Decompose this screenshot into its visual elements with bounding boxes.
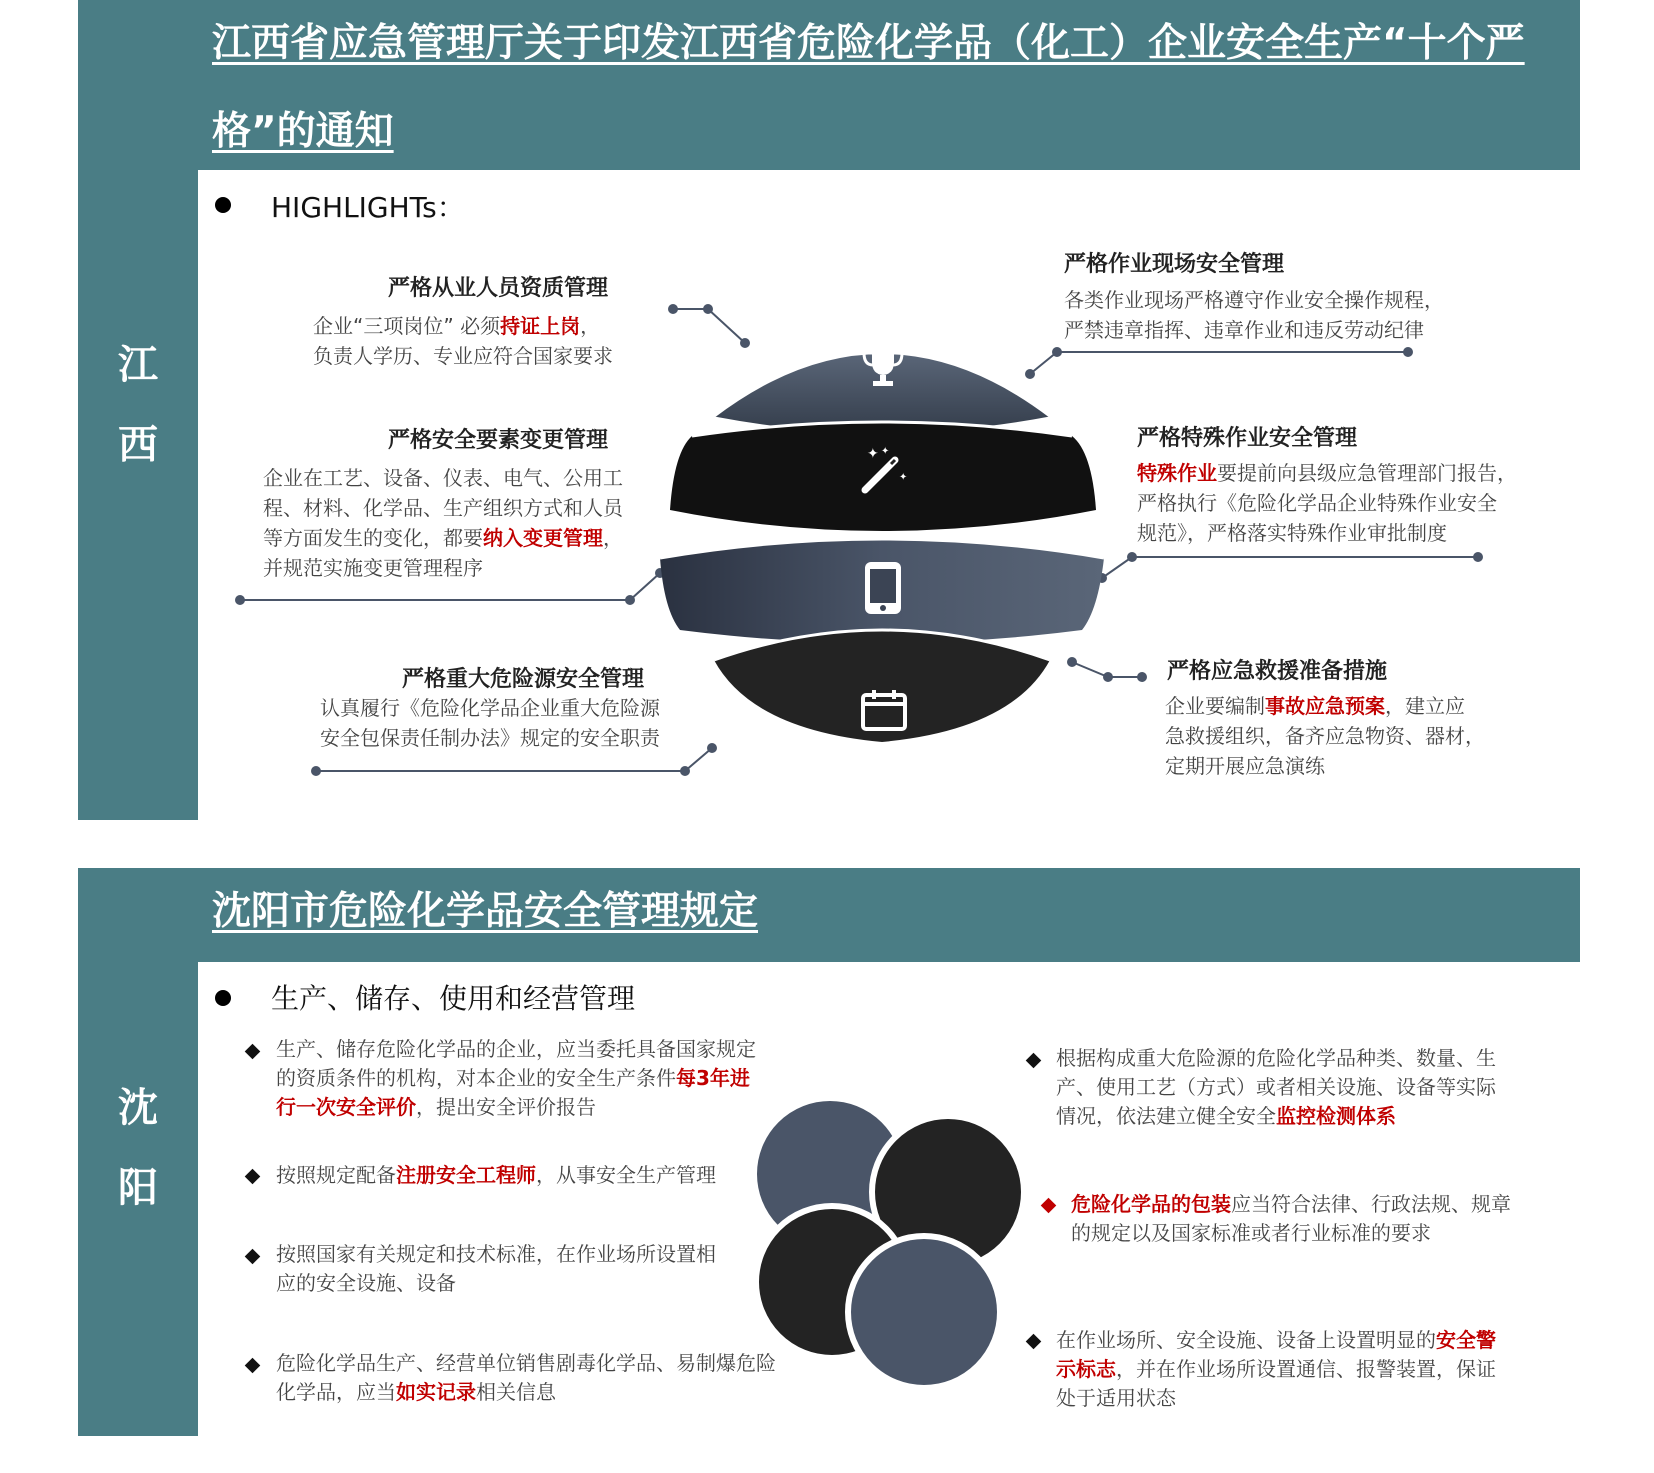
change-text: 企业在工艺、设备、仪表、电气、公用工 程、材料、化学品、生产组织方式和人员 等方面发生的变化，都要纳入变更管理， 并规范实施变更管理程序 <box>263 466 623 580</box>
personnel-heading: 严格从业人员资质管理 <box>388 276 609 301</box>
shenyang-page-title[interactable]: 沈阳市危险化学品安全管理规定 <box>212 889 759 934</box>
emergency-heading: 严格应急救援准备措施 <box>1167 659 1388 684</box>
list-item-warning-signs: 在作业场所、安全设施、设备上设置明显的安全警 示标志，并在作业场所设置通信、报警装置，保证 处于适用状态 <box>1056 1328 1496 1410</box>
list-item-safety-facilities: 按照国家有关规定和技术标准，在作业场所设置相 应的安全设施、设备 <box>276 1242 716 1295</box>
management-heading: 生产、储存、使用和经营管理 <box>271 982 636 1015</box>
highlights-heading: HIGHLIGHTs： <box>271 191 465 224</box>
list-item-packaging: 危险化学品的包装应当符合法律、行政法规、规章 的规定以及国家标准或者行业标准的要求 <box>1071 1192 1511 1245</box>
site-text: 各类作业现场严格遵守作业安全操作规程， 严禁违章指挥、违章作业和违反劳动纪律 <box>1064 288 1444 342</box>
jiangxi-region-label: 江 西 <box>118 342 158 468</box>
special-text: 特殊作业要提前向县级应急管理部门报告， 严格执行《危险化学品企业特殊作业安全 规范》，严格落实特殊作业审批制度 <box>1137 461 1517 545</box>
list-item-safety-engineer: 按照规定配备注册安全工程师，从事安全生产管理 <box>276 1163 716 1187</box>
svg-text:✦: ✦ <box>867 446 879 462</box>
special-heading: 严格特殊作业安全管理 <box>1137 426 1358 451</box>
svg-text:✦: ✦ <box>881 446 890 457</box>
jiangxi-page-title[interactable]: 江西省应急管理厅关于印发江西省危险化学品（化工）企业安全生产“十个严格”的通知 <box>212 21 1525 154</box>
personnel-text: 企业“三项岗位” 必须持证上岗， 负责人学历、专业应符合国家要求 <box>313 314 613 368</box>
site-heading: 严格作业现场安全管理 <box>1064 252 1285 277</box>
sphere-graphic <box>652 330 1112 750</box>
emergency-text: 企业要编制事故应急预案，建立应 急救援组织，备齐应急物资、器材， 定期开展应急演练 <box>1165 694 1485 778</box>
shenyang-region-label: 沈 阳 <box>118 1085 158 1211</box>
management-bullet-dot <box>215 990 231 1006</box>
change-heading: 严格安全要素变更管理 <box>388 428 609 453</box>
svg-text:✦: ✦ <box>899 472 908 483</box>
list-item-safety-evaluation: 生产、储存危险化学品的企业，应当委托具备国家规定 的资质条件的机构，对本企业的安全生产条件每3年进 行一次安全评价，提出安全评价报告 <box>276 1037 756 1119</box>
hazard-text: 认真履行《危险化学品企业重大危险源 安全包保责任制办法》规定的安全职责 <box>320 696 660 750</box>
magic-wand-icon <box>855 444 911 496</box>
hazard-heading: 严格重大危险源安全管理 <box>402 667 645 692</box>
pinwheel-graphic <box>740 1090 1040 1400</box>
list-item-monitoring-system: 根据构成重大危险源的危险化学品种类、数量、生 产、使用工艺（方式）或者相关设施、设备等实际 情况，依法建立健全安全监控检测体系 <box>1056 1046 1496 1128</box>
list-item-record-keeping: 危险化学品生产、经营单位销售剧毒化学品、易制爆危险 化学品，应当如实记录相关信息 <box>276 1351 776 1404</box>
smartphone-icon <box>863 560 903 616</box>
trophy-icon <box>858 348 908 388</box>
calendar-icon <box>860 688 908 732</box>
